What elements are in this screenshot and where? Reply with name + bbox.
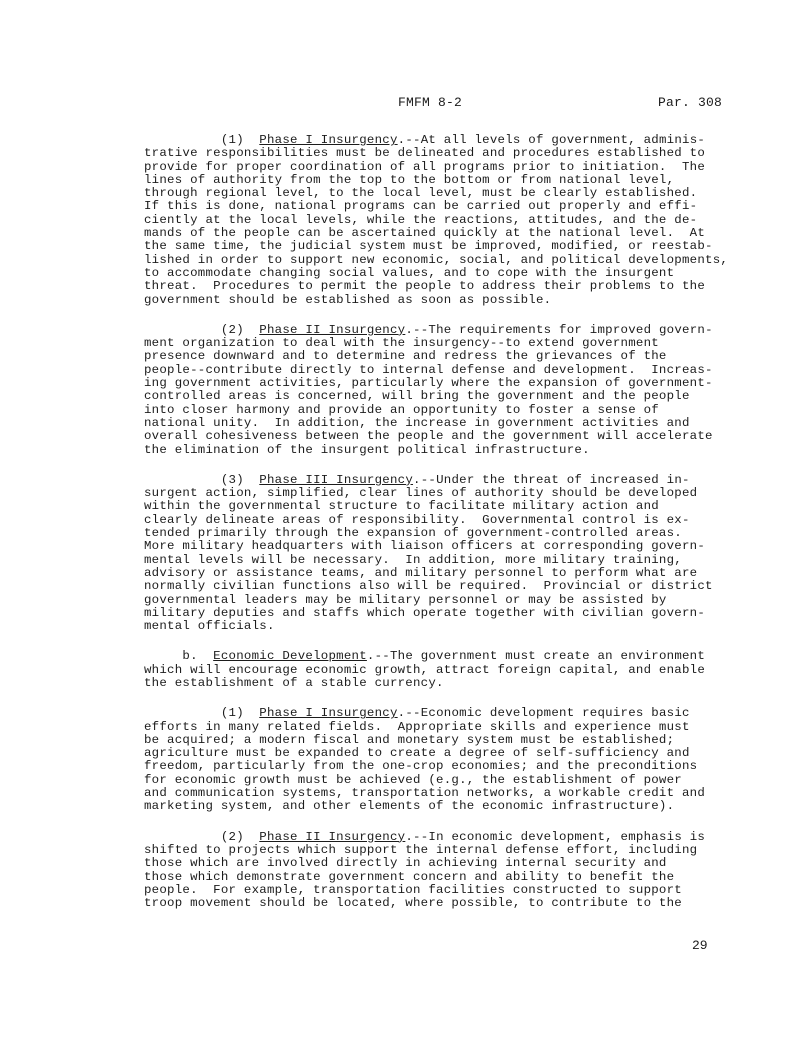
- text-line: and communication systems, transportation networks, a workable credit and: [144, 786, 706, 801]
- text-line: efforts in many related fields. Appropriate skills and experience must: [144, 719, 690, 734]
- text-line: overall cohesiveness between the people and the government will accelerate: [144, 429, 713, 444]
- text-line: If this is done, national programs can be carried out properly and effi-: [144, 199, 698, 214]
- text-line: people. For example, transportation facilities constructed to support: [144, 882, 682, 897]
- text-line: mands of the people can be ascertained quickly at the national level. At: [144, 226, 706, 241]
- text-line: lines of authority from the top to the bottom or from national level,: [144, 172, 675, 187]
- text-line: [144, 831, 734, 844]
- text-line: freedom, particularly from the one-crop economies; and the preconditions: [144, 759, 698, 774]
- text-line: those which demonstrate government concern and ability to benefit the: [144, 869, 675, 884]
- body-text: [144, 134, 734, 927]
- document-id-header: FMFM 8-2: [398, 95, 463, 110]
- section-heading: Economic Development: [213, 649, 367, 664]
- paragraph-p5: [144, 707, 734, 813]
- section-heading: Phase I Insurgency: [259, 133, 398, 147]
- text-line: mental officials.: [144, 619, 275, 634]
- text-line: be acquired; a modern fiscal and monetary system must be established;: [144, 732, 675, 747]
- text-line: military deputies and staffs which operate together with civilian govern-: [144, 605, 706, 620]
- text-line: lished in order to support new economic, social, and political developments,: [144, 252, 729, 267]
- text-line: threat. Procedures to permit the people to address their problems to the: [144, 279, 706, 294]
- section-heading: Phase I Insurgency: [259, 706, 398, 721]
- paragraph-p3: [144, 474, 734, 634]
- text-line: presence downward and to determine and redress the grievances of the: [144, 349, 667, 364]
- section-heading: Phase II Insurgency: [259, 322, 406, 337]
- paragraph-p4: [144, 650, 734, 690]
- text-line: normally civilian functions also will be required. Provincial or district: [144, 579, 713, 594]
- text-line: troop movement should be located, where possible, to contribute to the: [144, 896, 682, 911]
- paragraph-text: .--Under the threat of increased in-: [413, 472, 690, 487]
- paragraph-reference-header: Par. 308: [658, 95, 723, 110]
- text-line: through regional level, to the local level, must be clearly established.: [144, 186, 698, 201]
- text-line: within the governmental structure to facilitate military action and: [144, 499, 659, 514]
- paragraph-lead: b.: [144, 649, 214, 664]
- text-line: trative responsibilities must be delineated and procedures established to: [144, 146, 706, 161]
- text-line: into closer harmony and provide an opportunity to foster a sense of: [144, 402, 659, 417]
- paragraph-text: .--At all levels of government, adminis-: [397, 133, 706, 147]
- text-line: people--contribute directly to internal defense and development. Increas-: [144, 362, 713, 377]
- page-number: 29: [692, 938, 708, 953]
- text-line: advisory or assistance teams, and military personnel to perform what are: [144, 565, 698, 580]
- text-line: the elimination of the insurgent political infrastructure.: [144, 442, 590, 457]
- section-heading: Phase III Insurgency: [259, 472, 414, 487]
- paragraph-text: .--Economic development requires basic: [397, 706, 690, 721]
- text-line: marketing system, and other elements of the economic infrastructure).: [144, 799, 675, 814]
- text-line: provide for proper coordination of all programs prior to initiation. The: [144, 159, 706, 174]
- paragraph-text: .--The government must create an environment: [366, 649, 706, 664]
- text-line: [144, 650, 734, 663]
- text-line: mental levels will be necessary. In addition, more military training,: [144, 552, 682, 567]
- paragraph-lead: (1): [144, 706, 260, 721]
- paragraph-lead: (2): [144, 829, 260, 844]
- text-line: tended primarily through the expansion of government-controlled areas.: [144, 526, 682, 541]
- text-line: government should be established as soon as possible.: [144, 292, 552, 307]
- text-line: surgent action, simplified, clear lines of authority should be developed: [144, 486, 698, 501]
- text-line: [144, 134, 734, 147]
- paragraph-p6: [144, 831, 734, 911]
- text-line: those which are involved directly in achieving internal security and: [144, 856, 667, 871]
- text-line: ing government activities, particularly where the expansion of government-: [144, 376, 713, 391]
- text-line: the same time, the judicial system must be improved, modified, or reestab-: [144, 239, 713, 254]
- paragraph-p1: [144, 134, 734, 307]
- text-line: ment organization to deal with the insurgency--to extend government: [144, 336, 659, 351]
- paragraph-lead: (1): [144, 133, 260, 147]
- text-line: [144, 707, 734, 720]
- text-line: shifted to projects which support the internal defense effort, including: [144, 842, 698, 857]
- text-line: controlled areas is concerned, will bring the government and the people: [144, 389, 690, 404]
- paragraph-text: .--In economic development, emphasis is: [405, 829, 706, 844]
- paragraph-lead: (2): [144, 322, 260, 337]
- text-line: [144, 324, 734, 337]
- text-line: More military headquarters with liaison officers at corresponding govern-: [144, 539, 706, 554]
- text-line: governmental leaders may be military personnel or may be assisted by: [144, 592, 667, 607]
- section-heading: Phase II Insurgency: [259, 829, 406, 844]
- text-line: the establishment of a stable currency.: [144, 675, 444, 690]
- text-line: ciently at the local levels, while the reactions, attitudes, and the de-: [144, 212, 698, 227]
- text-line: [144, 474, 734, 487]
- text-line: national unity. In addition, the increase in government activities and: [144, 415, 690, 430]
- text-line: which will encourage economic growth, attract foreign capital, and enable: [144, 662, 706, 677]
- paragraph-p2: [144, 324, 734, 457]
- paragraph-lead: (3): [144, 472, 260, 487]
- paragraph-text: .--The requirements for improved govern-: [405, 322, 713, 337]
- text-line: to accommodate changing social values, and to cope with the insurgent: [144, 265, 675, 280]
- text-line: for economic growth must be achieved (e.g., the establishment of power: [144, 772, 682, 787]
- text-line: clearly delineate areas of responsibility. Governmental control is ex-: [144, 512, 690, 527]
- text-line: agriculture must be expanded to create a degree of self-sufficiency and: [144, 746, 690, 761]
